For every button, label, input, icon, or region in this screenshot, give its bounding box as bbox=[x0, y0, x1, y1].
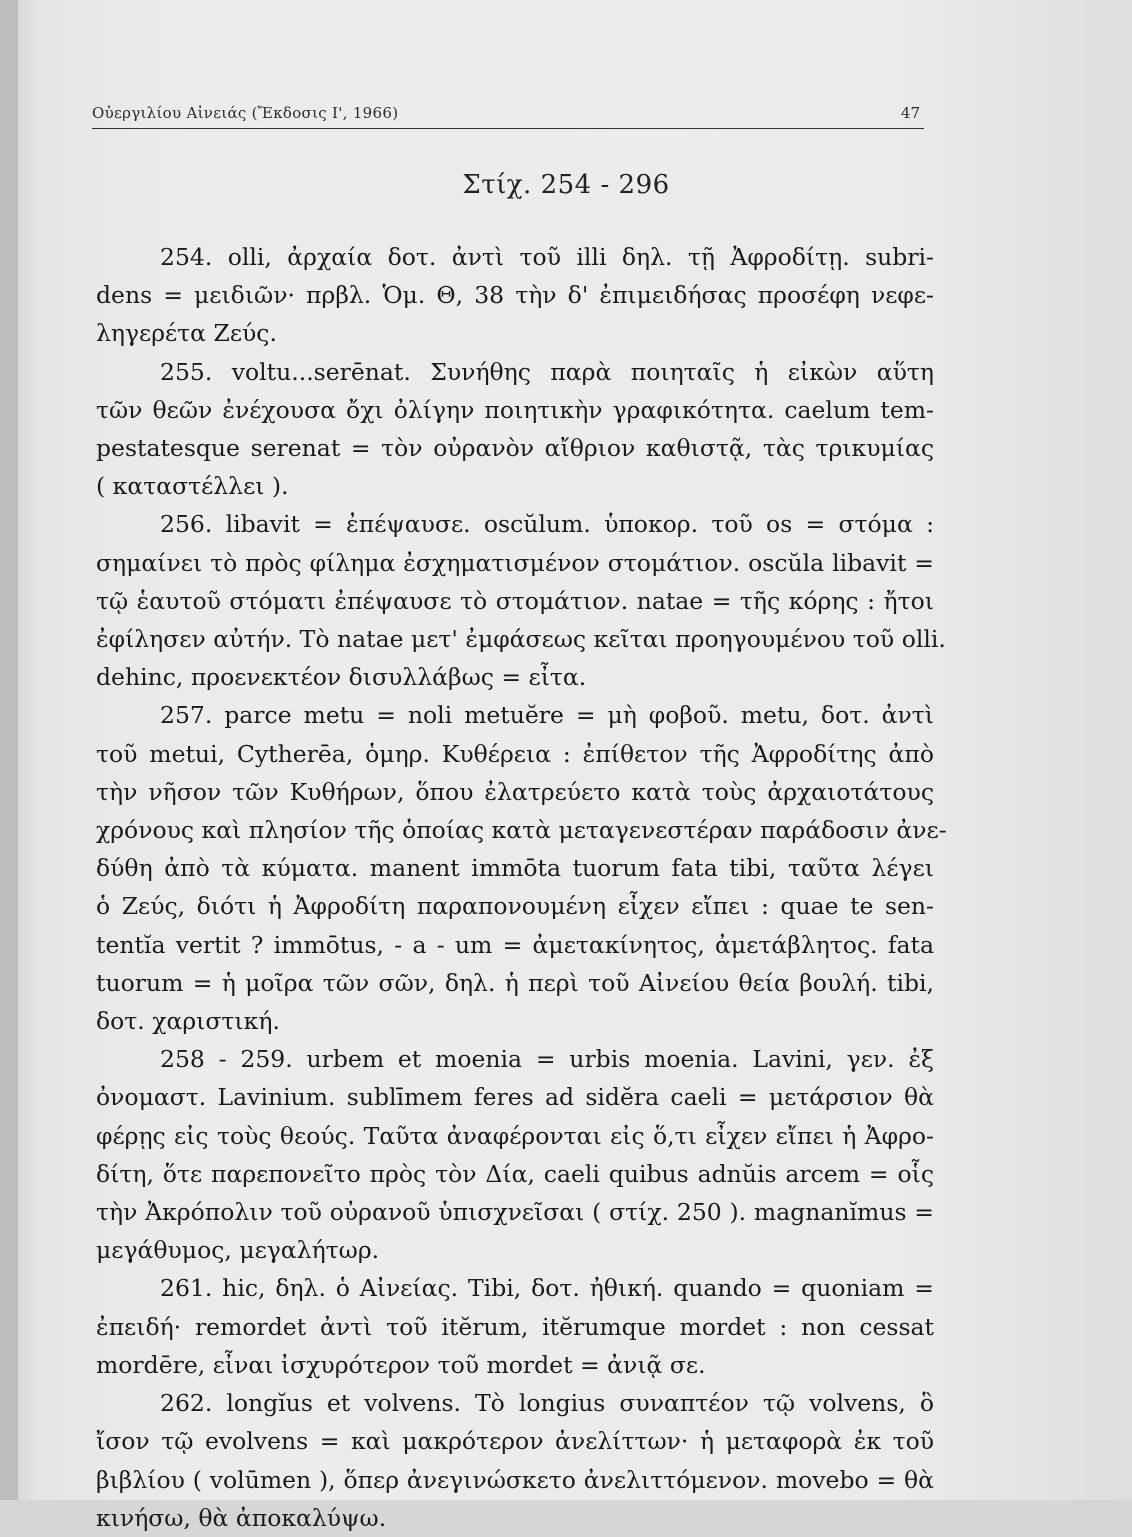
text-line: τῶν θεῶν ἐνέχουσα ὄχι ὀλίγην ποιητικὴν γραφικότητα. caelum tem- bbox=[96, 395, 934, 424]
text-line: ( καταστέλλει ). bbox=[96, 472, 289, 501]
running-title: Οὐεργιλίου Αἰνειάς (Ἔκδοσις Ι', 1966) bbox=[92, 104, 399, 122]
text-line: mordēre, εἶναι ἰσχυρότερον τοῦ mordet = ἀνιᾷ σε. bbox=[96, 1350, 706, 1379]
text-line: δύθη ἀπὸ τὰ κύματα. manent immōta tuorum fata tibi, ταῦτα λέγει bbox=[96, 854, 934, 883]
text-line: 256. libavit = ἐπέψαυσε. oscŭlum. ὑποκορ. τοῦ os = στόμα : bbox=[160, 510, 934, 539]
text-line: 262. longĭus et volvens. Τὸ longius συναπτέον τῷ volvens, ὃ bbox=[160, 1389, 934, 1418]
text-line: 261. hic, δηλ. ὁ Αἰνείας. Tibi, δοτ. ἠθική. quando = quoniam = bbox=[160, 1274, 934, 1303]
text-line: tentĭa vertit ? immōtus, - a - um = ἀμετακίνητος, ἀμετάβλητος. fata bbox=[96, 930, 934, 959]
text-line: ὁ Ζεύς, διότι ἡ Ἀφροδίτη παραπονουμένη εἶχεν εἴπει : quae te sen- bbox=[96, 892, 934, 921]
text-line: dehinc, προενεκτέον δισυλλάβως = εἶτα. bbox=[96, 663, 587, 692]
text-line: δίτη, ὅτε παρεπονεῖτο πρὸς τὸν Δία, caeli quibus adnŭis arcem = οἷς bbox=[96, 1159, 934, 1188]
page-binding-edge bbox=[0, 0, 18, 1500]
text-line: ἴσον τῷ evolvens = καὶ μακρότερον ἀνελίττων· ἡ μεταφορὰ ἐκ τοῦ bbox=[96, 1427, 934, 1456]
text-line: χρόνους καὶ πλησίον τῆς ὁποίας κατὰ μεταγενεστέραν παράδοσιν ἀνε- bbox=[96, 816, 947, 845]
text-line: σημαίνει τὸ πρὸς φίλημα ἐσχηματισμένον στομάτιον. oscŭla libavit = bbox=[96, 548, 934, 577]
text-line: dens = μειδιῶν· πρβλ. Ὁμ. Θ, 38 τὴν δ' ἐπιμειδήσας προσέφη νεφε- bbox=[96, 281, 934, 310]
section-title: Στίχ. 254 - 296 bbox=[462, 170, 670, 200]
text-line: κινήσω, θὰ ἀποκαλύψω. bbox=[96, 1503, 387, 1532]
text-line: pestatesque serenat = τὸν οὐρανὸν αἴθριον καθιστᾷ, τὰς τρικυμίας bbox=[96, 434, 934, 463]
commentary-body bbox=[96, 238, 947, 1537]
text-line: 258 - 259. urbem et moenia = urbis moenia. Lavini, γεν. ἐξ bbox=[160, 1045, 934, 1074]
running-header bbox=[92, 100, 924, 129]
text-line: τὴν Ἀκρόπολιν τοῦ οὐρανοῦ ὑπισχνεῖσαι ( στίχ. 250 ). magnanĭmus = bbox=[96, 1198, 934, 1227]
text-line: ληγερέτα Ζεύς. bbox=[96, 319, 277, 348]
text-line: τοῦ metui, Cytherēa, ὁμηρ. Κυθέρεια : ἐπίθετον τῆς Ἀφροδίτης ἀπὸ bbox=[96, 739, 934, 768]
text-line: δοτ. χαριστική. bbox=[96, 1007, 280, 1036]
text-line: ἐφίλησεν αὐτήν. Τὸ natae μετ' ἐμφάσεως κεῖται προηγουμένου τοῦ olli. bbox=[96, 625, 946, 654]
text-line: μεγάθυμος, μεγαλήτωρ. bbox=[96, 1236, 380, 1265]
text-line: τῷ ἑαυτοῦ στόματι ἐπέψαυσε τὸ στομάτιον. natae = τῆς κόρης : ἤτοι bbox=[96, 586, 934, 615]
text-line: φέρῃς εἰς τοὺς θεούς. Ταῦτα ἀναφέρονται εἰς ὅ,τι εἶχεν εἴπει ἡ Ἀφρο- bbox=[96, 1121, 934, 1150]
page-number: 47 bbox=[900, 104, 920, 122]
text-line: βιβλίου ( volūmen ), ὅπερ ἀνεγινώσκετο ἀνελιττόμενον. movebo = θὰ bbox=[96, 1465, 934, 1494]
text-line: 254. olli, ἀρχαία δοτ. ἀντὶ τοῦ illi δηλ. τῇ Ἀφροδίτῃ. subri- bbox=[160, 243, 934, 271]
text-line: 255. voltu...serēnat. Συνήθης παρὰ ποιηταῖς ἡ εἰκὼν αὕτη bbox=[160, 357, 934, 386]
text-line: ἐπειδή· remordet ἀντὶ τοῦ itĕrum, itĕrumque mordet : non cessat bbox=[96, 1312, 934, 1341]
text-line: ὀνομαστ. Lavinium. sublīmem feres ad sidĕra caeli = μετάρσιον θὰ bbox=[96, 1083, 934, 1112]
text-line: tuorum = ἡ μοῖρα τῶν σῶν, δηλ. ἡ περὶ τοῦ Αἰνείου θεία βουλή. tibi, bbox=[96, 968, 934, 997]
text-line: 257. parce metu = noli metuĕre = μὴ φοβοῦ. metu, δοτ. ἀντὶ bbox=[160, 701, 934, 730]
text-line: τὴν νῆσον τῶν Κυθήρων, ὅπου ἐλατρεύετο κατὰ τοὺς ἀρχαιοτάτους bbox=[96, 777, 934, 806]
